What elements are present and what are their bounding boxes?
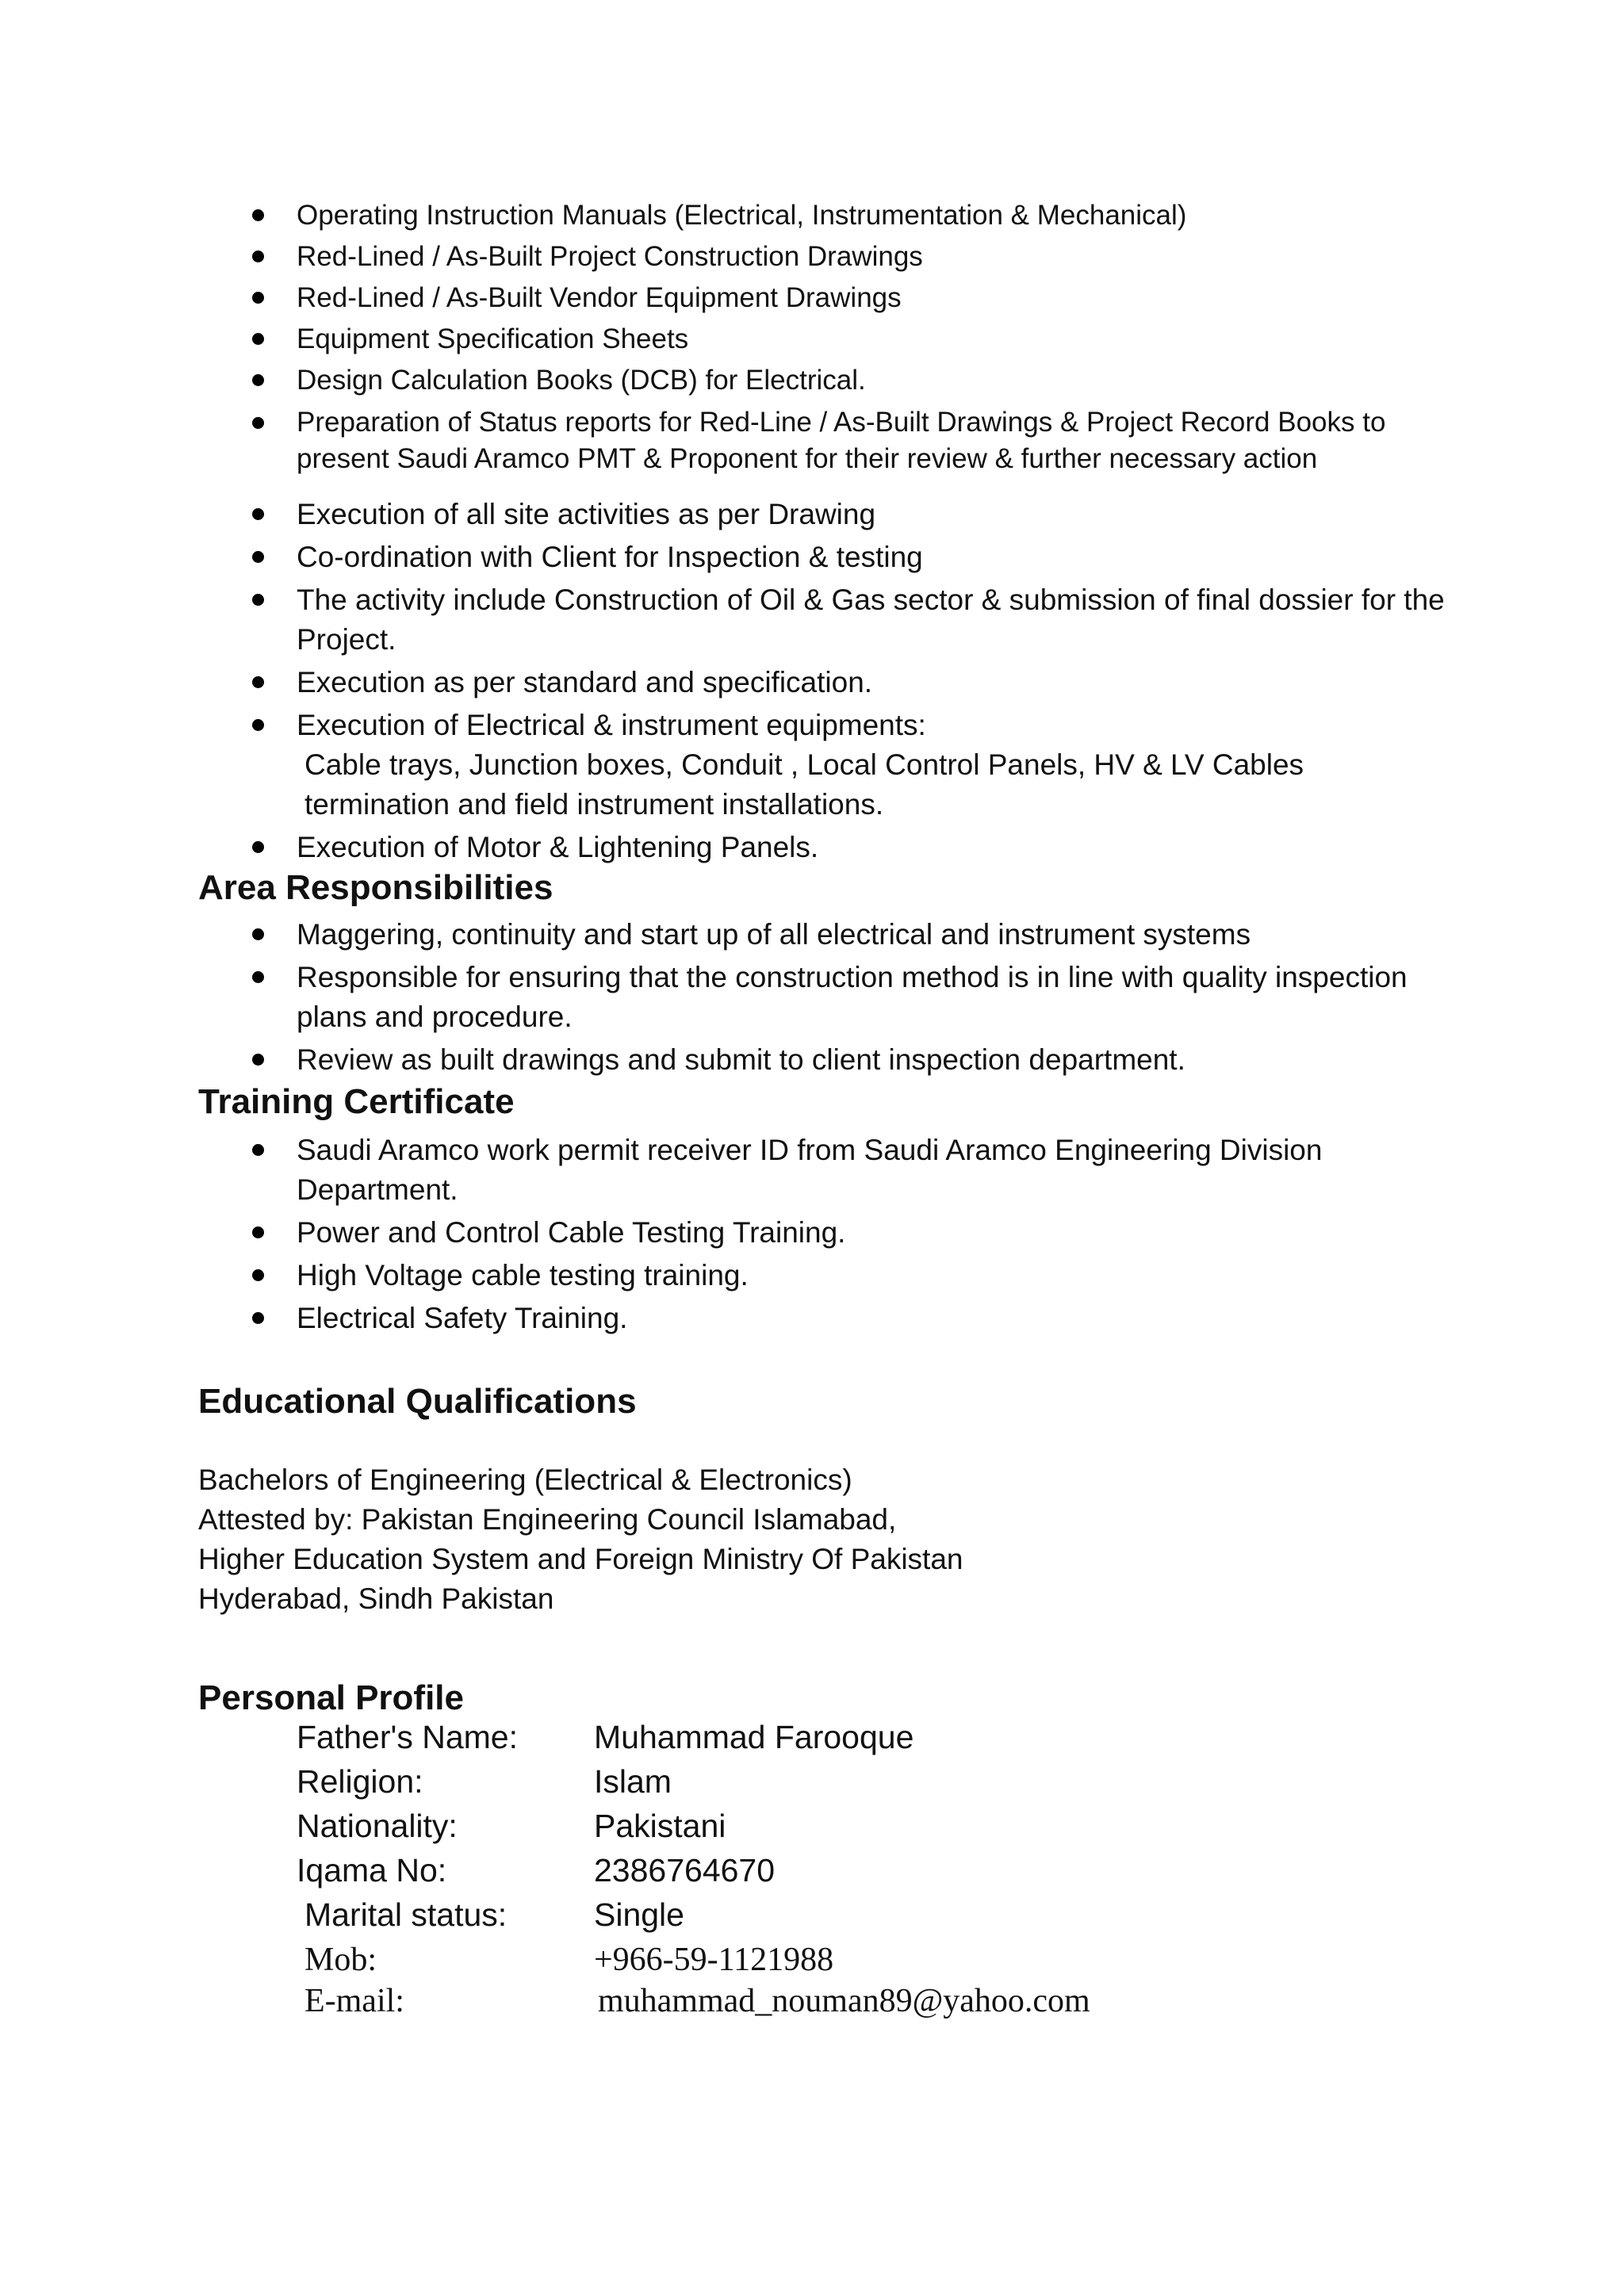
work-list	[0, 197, 1624, 480]
profile-label: E-mail:	[304, 1983, 404, 2019]
profile-label: Marital status:	[304, 1896, 508, 1933]
profile-row-nationality	[297, 1808, 1486, 1852]
bullet-icon	[252, 719, 264, 731]
section-heading-profile: Personal Profile	[198, 1678, 465, 1717]
area-list	[0, 915, 1624, 1083]
profile-value: Single	[594, 1896, 684, 1933]
list-item: Preparation of Status reports for Red-Line / As-Built Drawings & Project Record Books to present Saudi Aramco PMT & Proponent for their review & further necessary action	[0, 404, 1624, 477]
profile-value: Muhammad Farooque	[594, 1719, 914, 1755]
profile-value: +966-59-1121988	[594, 1942, 834, 1978]
list-subtext: Cable trays, Junction boxes, Conduit , Local Control Panels, HV & LV Cables termination and field instrument installations.	[304, 748, 1304, 821]
profile-row-iqama	[297, 1852, 1486, 1896]
list-item: Execution as per standard and specification.	[0, 663, 1624, 702]
list-item: Execution of all site activities as per Drawing	[0, 495, 1624, 534]
section-heading-training: Training Certificate	[198, 1082, 515, 1121]
bullet-icon	[252, 417, 264, 429]
profile-label: Father's Name:	[297, 1719, 518, 1755]
list-item: Design Calculation Books (DCB) for Electrical.	[0, 362, 1624, 400]
list-item: Responsible for ensuring that the construction method is in line with quality inspection plans and procedure.	[0, 958, 1624, 1037]
profile-row-mob	[297, 1941, 1486, 1982]
profile-row-marital	[297, 1896, 1486, 1941]
list-item: Co-ordination with Client for Inspection & testing	[0, 538, 1624, 577]
bullet-icon	[252, 928, 264, 940]
bullet-icon	[252, 594, 264, 606]
list-item: Operating Instruction Manuals (Electrical, Instrumentation & Mechanical)	[0, 197, 1624, 235]
list-item: Red-Lined / As-Built Project Construction Drawings	[0, 238, 1624, 276]
profile-value: Pakistani	[594, 1808, 726, 1844]
profile-label: Religion:	[297, 1763, 423, 1800]
list-item: Maggering, continuity and start up of all electrical and instrument systems	[0, 915, 1624, 955]
bullet-icon	[252, 1312, 264, 1324]
education-line: Attested by: Pakistan Engineering Council Islamabad,	[198, 1503, 897, 1536]
bullet-icon	[252, 676, 264, 688]
bullet-icon	[252, 971, 264, 983]
list-item: High Voltage cable testing training.	[0, 1256, 1624, 1295]
list-item: Execution of Electrical & instrument equipments: Cable trays, Junction boxes, Conduit , Local Control Panels, HV & LV Cables termination and field instrument installations.	[0, 706, 1624, 825]
bullet-icon	[252, 333, 264, 345]
list-item: Saudi Aramco work permit receiver ID from Saudi Aramco Engineering Division Department.	[0, 1131, 1624, 1210]
profile-row-religion	[297, 1763, 1486, 1808]
profile-value: muhammad_nouman89@yahoo.com	[598, 1983, 1090, 2019]
list-item: Power and Control Cable Testing Training.	[0, 1213, 1624, 1253]
profile-value: 2386764670	[594, 1852, 776, 1888]
list-item: Review as built drawings and submit to client inspection department.	[0, 1040, 1624, 1080]
education-line: Hyderabad, Sindh Pakistan	[198, 1582, 554, 1615]
education-line: Bachelors of Engineering (Electrical & Electronics)	[198, 1464, 852, 1496]
work-list-2	[0, 495, 1624, 871]
list-item: Equipment Specification Sheets	[0, 320, 1624, 358]
bullet-icon	[252, 292, 264, 304]
list-item: Electrical Safety Training.	[0, 1299, 1624, 1338]
list-item: The activity include Construction of Oil & Gas sector & submission of final dossier for the Project.	[0, 580, 1624, 660]
profile-label: Nationality:	[297, 1808, 458, 1844]
profile-row-fathers-name	[297, 1719, 1486, 1763]
section-heading-area: Area Responsibilities	[198, 868, 553, 907]
bullet-icon	[252, 374, 264, 386]
bullet-icon	[252, 1054, 264, 1066]
profile-value: Islam	[594, 1763, 672, 1800]
bullet-icon	[252, 508, 264, 520]
training-list	[0, 1131, 1624, 1341]
bullet-icon	[252, 841, 264, 853]
list-item: Red-Lined / As-Built Vendor Equipment Drawings	[0, 279, 1624, 317]
profile-label: Mob:	[304, 1942, 377, 1978]
education-block	[198, 1460, 963, 1619]
bullet-icon	[252, 209, 264, 221]
bullet-icon	[252, 1269, 264, 1281]
list-item: Execution of Motor & Lightening Panels.	[0, 828, 1624, 867]
bullet-icon	[252, 251, 264, 262]
profile-row-email	[297, 1982, 1486, 2023]
bullet-icon	[252, 1226, 264, 1238]
bullet-icon	[252, 1144, 264, 1156]
profile-label: Iqama No:	[297, 1852, 447, 1888]
bullet-icon	[252, 551, 264, 563]
profile-table	[297, 1719, 1486, 2023]
education-line: Higher Education System and Foreign Ministry Of Pakistan	[198, 1543, 963, 1575]
section-heading-education: Educational Qualifications	[198, 1382, 637, 1421]
